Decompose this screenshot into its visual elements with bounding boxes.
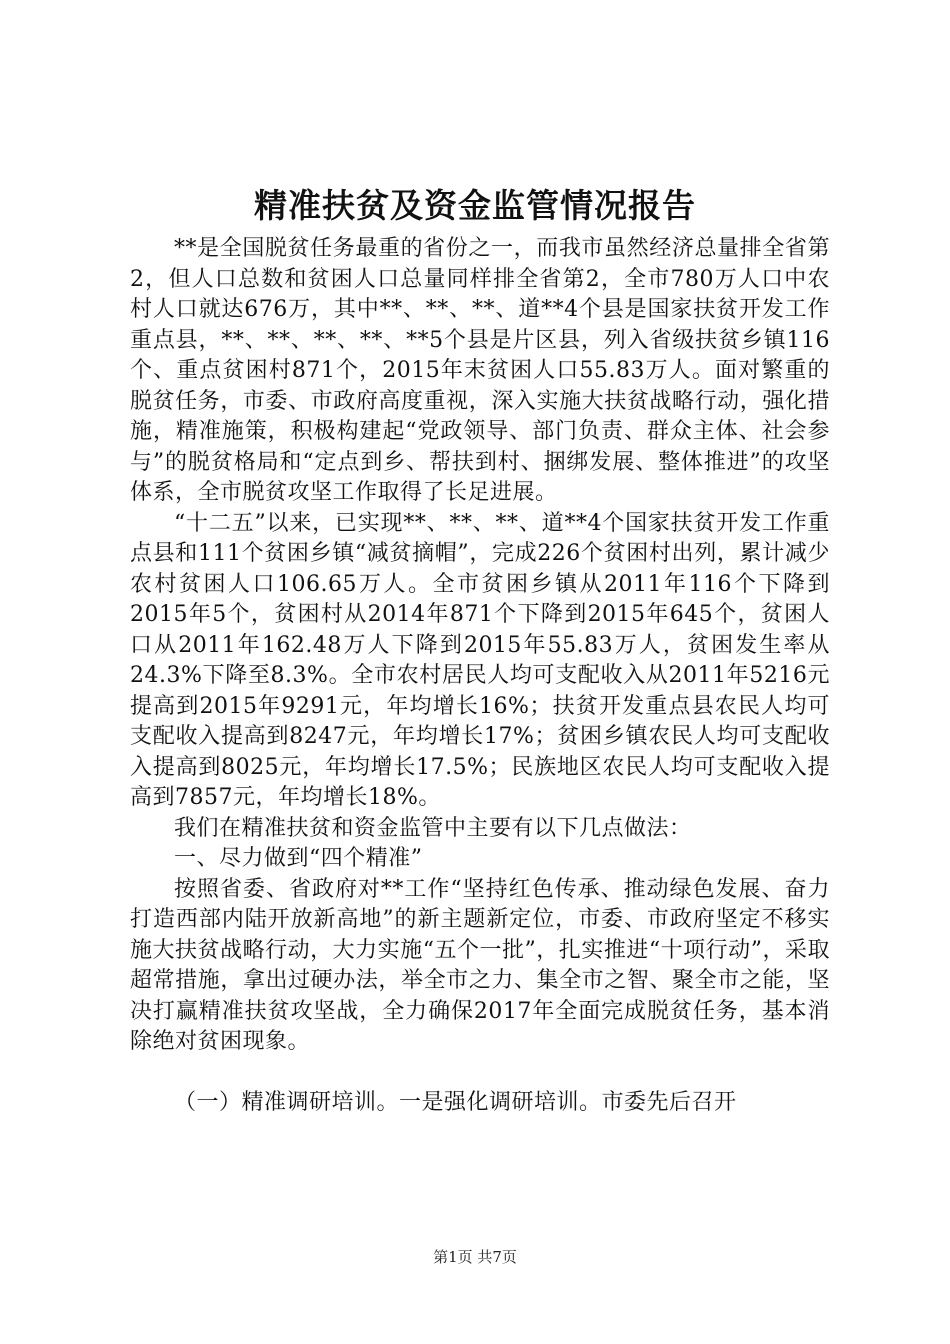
page-footer: 第1页 共7页 (433, 1248, 517, 1266)
paragraph-methods-intro: 我们在精准扶贫和资金监管中主要有以下几点做法： (174, 815, 692, 841)
paragraph-research-training: （一）精准调研培训。一是强化调研培训。市委先后召开 (174, 1089, 737, 1115)
document-body (130, 234, 830, 1118)
document-title: 精准扶贫及资金监管情况报告 (254, 186, 696, 225)
paragraph-achievements: “十二五”以来，已实现**、**、**、道**4个国家扶贫开发工作重点县和111个贫困乡镇“减贫摘帽”，完成226个贫困村出列，累计减少农村贫困人口106.65万人。全市贫困乡镇从2011年116个下降到2015年5个，贫困村从2014年871个下降到2015年645个，贫困人口从2011年162.48万人下降到2015年55.83万人，贫困发生率从24.3%下降至8.3%。全市农村居民人均可支配收入从2011年5216元提高到2015年9291元，年均增长16%；扶贫开发重点县农民人均可支配收入提高到8247元，年均增长17%；贫困乡镇农民人均可支配收入提高到8025元，年均增长17.5%；民族地区农民人均可支配收入提高到7857元，年均增长18%。 (130, 510, 830, 810)
paragraph-strategy: 按照省委、省政府对**工作“坚持红色传承、推动绿色发展、奋力打造西部内陆开放新高地”的新主题新定位，市委、市政府坚定不移实施大扶贫战略行动，大力实施“五个一批”，扎实推进“十项行动”，采取超常措施，拿出过硬办法，举全市之力、集全市之智、聚全市之能，坚决打赢精准扶贫攻坚战，全力确保2017年全面完成脱贫任务，基本消除绝对贫困现象。 (130, 876, 830, 1054)
section-heading-four-precision: 一、尽力做到“四个精准” (174, 846, 423, 871)
paragraph-overview: **是全国脱贫任务最重的省份之一，而我市虽然经济总量排全省第2，但人口总数和贫困人口总量同样排全省第2，全市780万人口中农村人口就达676万，其中**、**、**、道**4个县是国家扶贫开发工作重点县，**、**、**、**、**5个县是片区县，列入省级扶贫乡镇116个、重点贫困村871个，2015年末贫困人口55.83万人。面对繁重的脱贫任务，市委、市政府高度重视，深入实施大扶贫战略行动，强化措施，精准施策，积极构建起“党政领导、部门负责、群众主体、社会参与”的脱贫格局和“定点到乡、帮扶到村、捆绑发展、整体推进”的攻坚体系，全市脱贫攻坚工作取得了长足进展。 (130, 236, 830, 505)
